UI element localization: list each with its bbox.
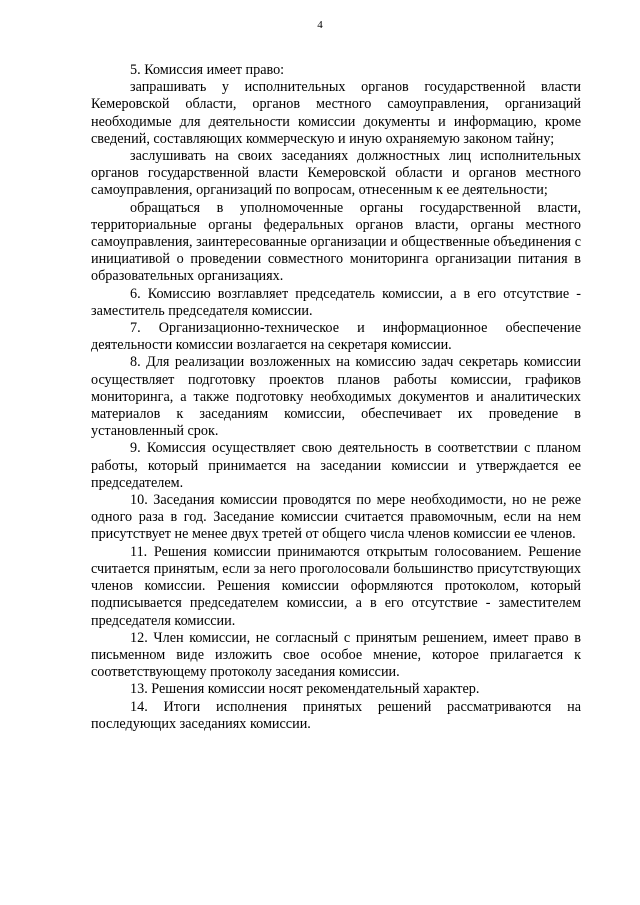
paragraph-5-request-documents: запрашивать у исполнительных органов государственной власти Кемеровской области, органов местного самоуправления, организаций необходимые для деятельности комиссии документы и информацию, кроме сведений, составляющих коммерческую и иную охраняемую законом тайну; (91, 79, 581, 147)
document-body (91, 62, 581, 733)
paragraph-10: 10. Заседания комиссии проводятся по мере необходимости, но не реже одного раза в год. Заседание комиссии считается правомочным, если на нем присутствует не менее двух третей от общего числа членов комиссии ее членов. (91, 492, 581, 543)
paragraph-12: 12. Член комиссии, не согласный с принятым решением, имеет право в письменном виде изложить свое особое мнение, которое прилагается к соответствующему протоколу заседания комиссии. (91, 629, 581, 681)
paragraph-8: 8. Для реализации возложенных на комиссию задач секретарь комиссии осуществляет подготовку проектов планов работы комиссии, графиков мониторинга, а также подготовку необходимых документов и аналитических материалов к заседаниям комиссии, обеспечивает их проведение в установленный срок. (91, 354, 581, 440)
paragraph-6: 6. Комиссию возглавляет председатель комиссии, а в его отсутствие - заместитель председателя комиссии. (91, 285, 581, 319)
paragraph-5-hear-officials: заслушивать на своих заседаниях должностных лиц исполнительных органов государственной власти Кемеровской области и органов местного самоуправления, организаций по вопросам, отнесенным к ее деятельности; (91, 148, 581, 199)
paragraph-5-heading: 5. Комиссия имеет право: (130, 62, 285, 78)
paragraph-11: 11. Решения комиссии принимаются открытым голосованием. Решение считается принятым, если за него проголосовали большинство присутствующих членов комиссии. Решения комиссии оформляются протоколом, который подписывается председателем комиссии, а в его отсутствие - заместителем председателя комиссии. (91, 543, 581, 629)
page-number: 4 (317, 19, 323, 31)
paragraph-9: 9. Комиссия осуществляет свою деятельность в соответствии с планом работы, который принимается на заседании комиссии и утверждается ее председателем. (91, 440, 581, 491)
paragraph-13: 13. Решения комиссии носят рекомендательный характер. (130, 681, 480, 698)
paragraph-7: 7. Организационно-техническое и информационное обеспечение деятельности комиссии возлагается на секретаря комиссии. (91, 320, 581, 354)
paragraph-5-appeal-authorities: обращаться в уполномоченные органы государственной власти, территориальные органы федеральных органов власти, органы местного самоуправления, заинтересованные организации и общественные объединения с инициативой о проведении совместного мониторинга организации питания в образовательных организациях. (91, 199, 581, 285)
paragraph-14: 14. Итоги исполнения принятых решений рассматриваются на последующих заседаниях комиссии. (91, 698, 581, 732)
